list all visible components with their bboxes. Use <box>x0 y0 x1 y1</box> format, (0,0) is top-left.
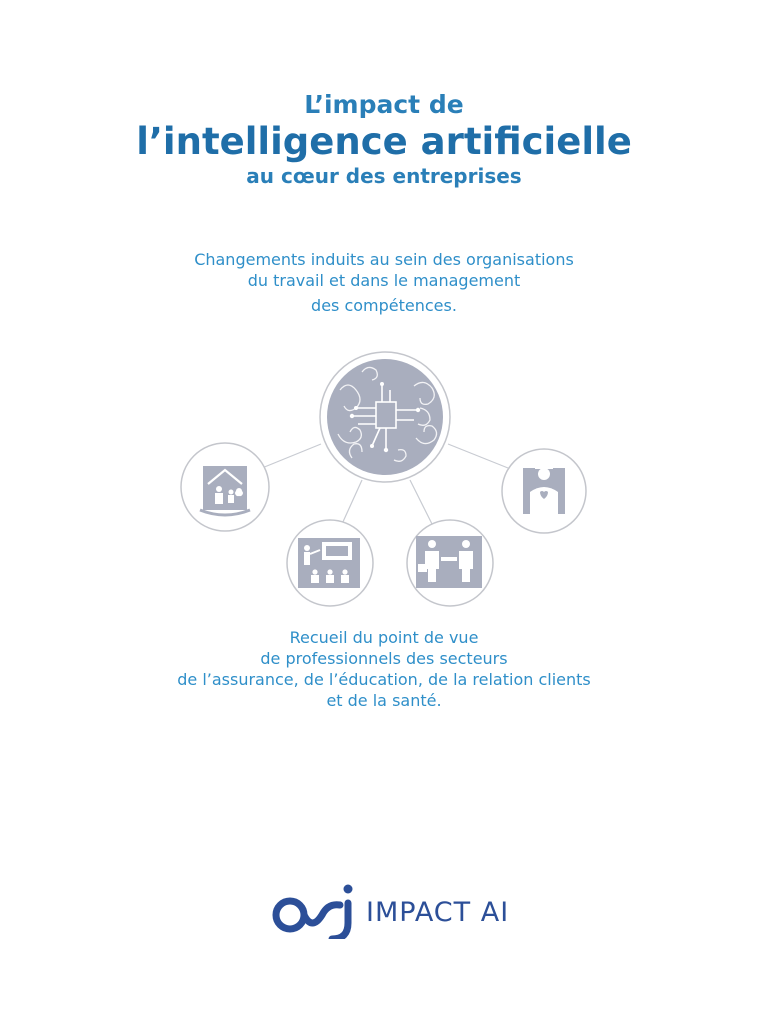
recueil-line-1: Recueil du point de vue <box>289 628 479 647</box>
title-line-1: L’impact de <box>304 90 464 119</box>
health-doctor-icon <box>502 449 586 533</box>
subtitle <box>0 249 768 316</box>
education-classroom-icon <box>287 520 373 606</box>
title-line-3: au cœur des entreprises <box>246 164 522 188</box>
title-line-2: l’intelligence artificielle <box>136 120 632 163</box>
sector-diagram <box>0 350 768 610</box>
recueil-line-4: et de la santé. <box>326 691 442 710</box>
recueil-line-2: de professionnels des secteurs <box>260 649 508 668</box>
recueil-line-3: de l’assurance, de l’éducation, de la relation clients <box>177 670 591 689</box>
subtitle-line-3: des compétences. <box>311 296 457 315</box>
logo-text: IMPACT AI <box>366 897 510 928</box>
subtitle-line-1: Changements induits au sein des organisations <box>194 250 574 269</box>
recueil-text <box>0 627 768 711</box>
subtitle-line-2: du travail et dans le management <box>247 271 521 290</box>
customer-relation-icon <box>407 520 493 606</box>
document-title <box>0 90 768 188</box>
insurance-family-icon <box>181 443 269 531</box>
ai-circuit-icon <box>320 352 450 482</box>
